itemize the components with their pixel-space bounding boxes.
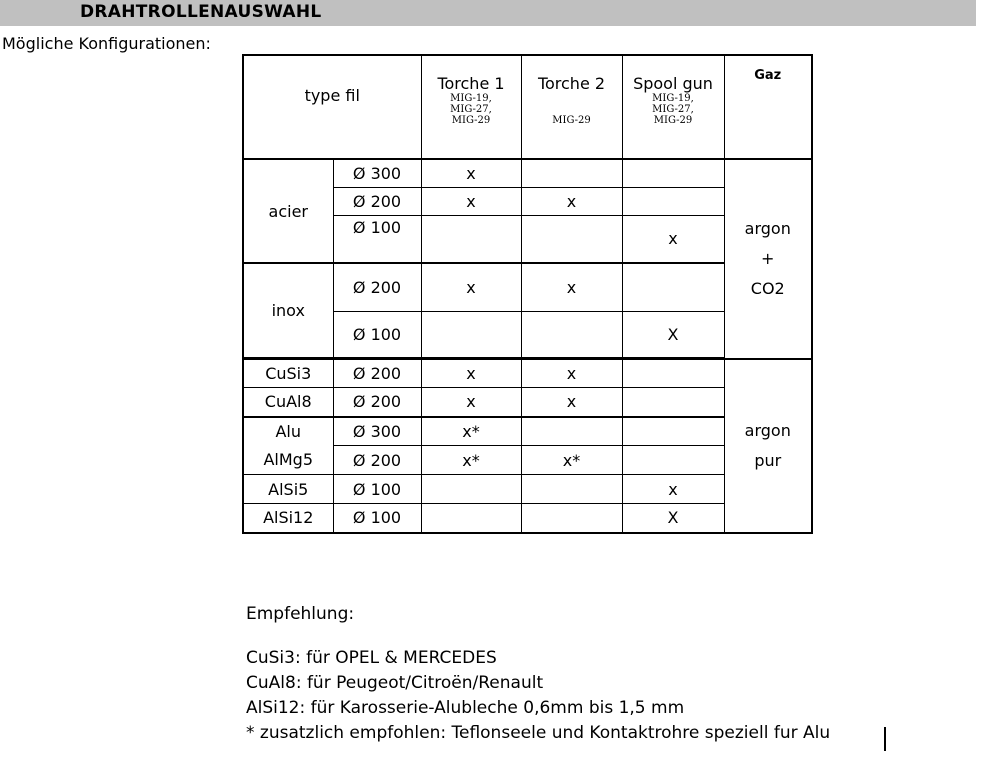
mark-cell: X — [622, 311, 724, 357]
dia-cell: Ø 200 — [333, 388, 421, 417]
note-line: CuAl8: für Peugeot/Citroën/Renault — [246, 673, 544, 693]
empty-cell — [421, 215, 521, 263]
header-torche2: Torche 2 MIG-29 — [521, 55, 622, 159]
dia-cell: Ø 100 — [333, 215, 421, 263]
empty-cell — [521, 311, 622, 357]
dia-cell: Ø 200 — [333, 359, 421, 388]
recommendation-notes — [246, 604, 830, 746]
dia-cell: Ø 100 — [333, 504, 421, 533]
config-table — [242, 54, 813, 534]
mark-cell: x — [521, 388, 622, 417]
mark-cell: x — [622, 215, 724, 263]
note-line: AlSi12: für Karosserie-Alubleche 0,6mm bis 1,5 mm — [246, 698, 685, 718]
page-title: DRAHTROLLENAUSWAHL — [80, 2, 322, 22]
mark-cell: x* — [521, 446, 622, 475]
mark-cell: x — [421, 159, 521, 187]
empty-cell — [521, 215, 622, 263]
mark-cell: x — [421, 359, 521, 388]
empty-cell — [521, 417, 622, 446]
group-cual8: CuAl8 — [243, 388, 333, 417]
empty-cell — [421, 311, 521, 357]
group-inox: inox — [243, 263, 333, 357]
subtitle: Mögliche Konfigurationen: — [2, 34, 211, 53]
table-row — [243, 359, 812, 388]
dia-cell: Ø 200 — [333, 187, 421, 215]
group-alsi5: AlSi5 — [243, 475, 333, 504]
mark-cell: x — [521, 263, 622, 311]
text-cursor — [884, 727, 886, 751]
header-gaz: Gaz — [724, 55, 812, 159]
empty-cell — [622, 263, 724, 311]
header-spool-gun: Spool gun MIG-19, MIG-27, MIG-29 — [622, 55, 724, 159]
notes-heading: Empfehlung: — [246, 604, 355, 624]
gas-argon-pur: argon pur — [724, 359, 812, 533]
empty-cell — [421, 504, 521, 533]
empty-cell — [622, 417, 724, 446]
note-line: CuSi3: für OPEL & MERCEDES — [246, 648, 497, 668]
empty-cell — [521, 475, 622, 504]
empty-cell — [622, 446, 724, 475]
mark-cell: x — [421, 263, 521, 311]
gas-argon-co2: argon + CO2 — [724, 159, 812, 359]
group-almg5: AlMg5 — [243, 446, 333, 475]
empty-cell — [622, 159, 724, 187]
table-row — [243, 159, 812, 187]
group-acier: acier — [243, 159, 333, 263]
note-line: * zusatzlich empfohlen: Teflonseele und Kontaktrohre speziell fur Alu — [246, 723, 831, 743]
title-bar — [0, 0, 976, 26]
mark-cell: x — [521, 359, 622, 388]
mark-cell: X — [622, 504, 724, 533]
empty-cell — [521, 159, 622, 187]
dia-cell: Ø 300 — [333, 417, 421, 446]
group-alsi12: AlSi12 — [243, 504, 333, 533]
mark-cell: x* — [421, 446, 521, 475]
group-cusi3: CuSi3 — [243, 359, 333, 388]
table-header-row — [243, 55, 812, 159]
mark-cell: x — [421, 187, 521, 215]
mark-cell: x — [622, 475, 724, 504]
empty-cell — [521, 504, 622, 533]
empty-cell — [622, 388, 724, 417]
dia-cell: Ø 200 — [333, 446, 421, 475]
empty-cell — [421, 475, 521, 504]
empty-cell — [622, 359, 724, 388]
header-torche1: Torche 1 MIG-19, MIG-27, MIG-29 — [421, 55, 521, 159]
mark-cell: x* — [421, 417, 521, 446]
mark-cell: x — [521, 187, 622, 215]
empty-cell — [622, 187, 724, 215]
dia-cell: Ø 200 — [333, 263, 421, 311]
dia-cell: Ø 100 — [333, 475, 421, 504]
dia-cell: Ø 300 — [333, 159, 421, 187]
mark-cell: x — [421, 388, 521, 417]
dia-cell: Ø 100 — [333, 311, 421, 357]
header-type-fil: type fil — [243, 55, 421, 159]
group-alu: Alu — [243, 417, 333, 446]
